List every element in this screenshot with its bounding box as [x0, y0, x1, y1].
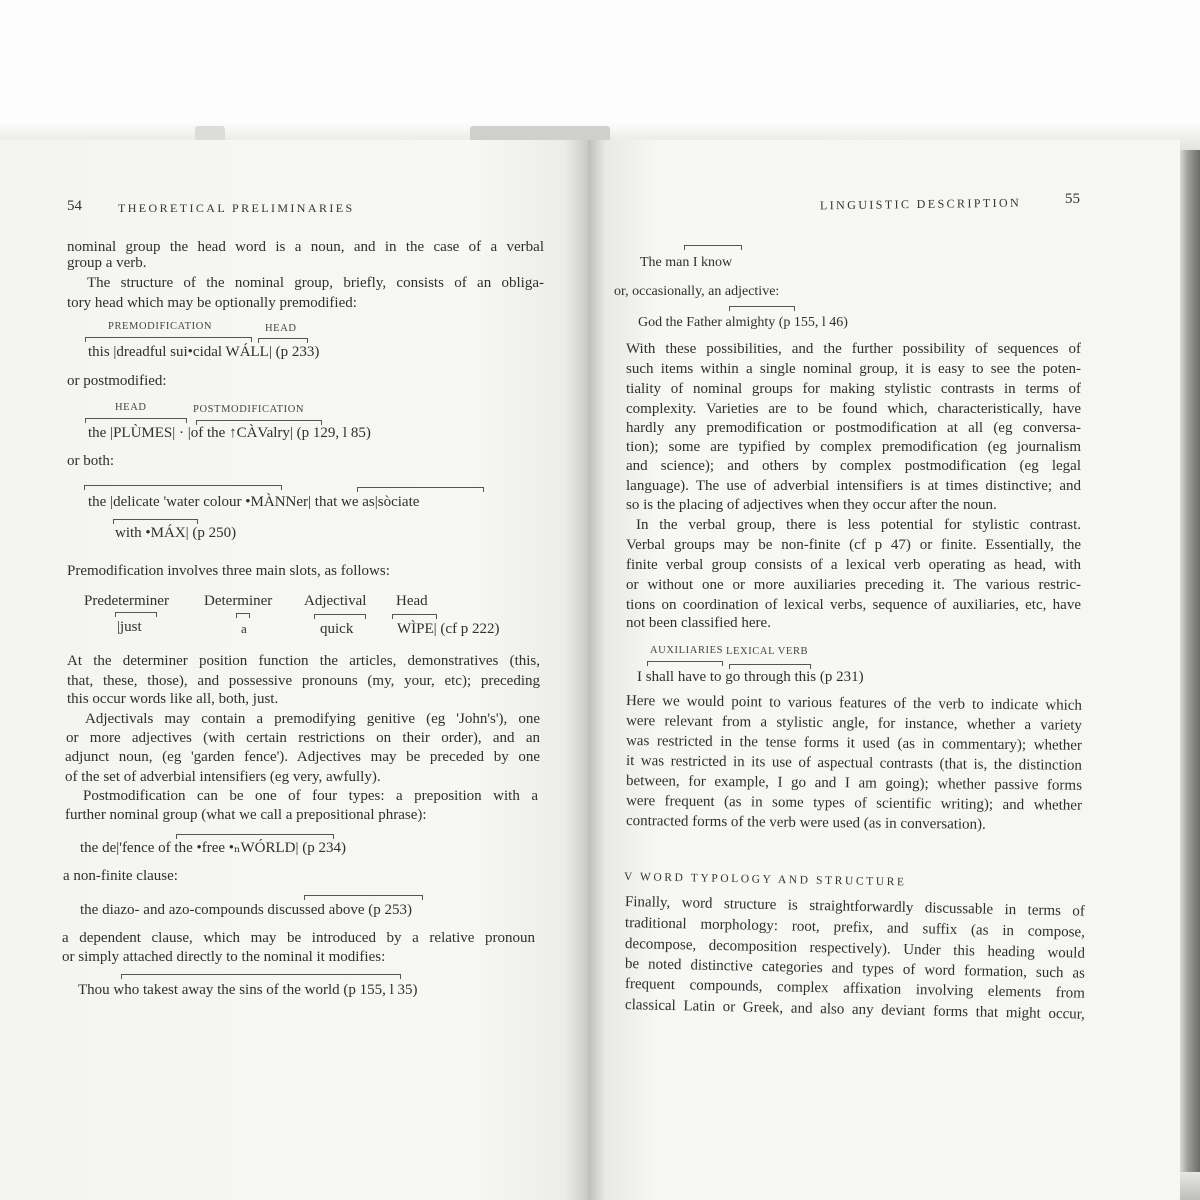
text-line: that, these, those), and possessive pronouns (my, your, etc); preceding — [67, 673, 540, 689]
text-line: a dependent clause, which may be introduced by a relative pronoun — [62, 930, 535, 946]
text-line: traditional morphology: root, prefix, and suffix (as in compose, — [624, 915, 1086, 941]
bracket — [647, 661, 723, 666]
text-line: adjunct noun, (eg 'garden fence'). Adjectives may be preceded by one — [65, 749, 540, 765]
text-line: further nominal group (what we call a prepositional phrase): — [65, 807, 427, 823]
text-line: or simply attached directly to the nominal it modifies: — [62, 949, 386, 965]
slot-value: a — [241, 621, 247, 636]
text-line: frequent compounds, complex affixation involving elements from — [624, 976, 1086, 1002]
bracket — [392, 614, 437, 619]
text-line: decompose, decomposition respectively). Under this heading would — [624, 936, 1086, 962]
text-line: Verbal groups may be non-finite (cf p 47) or finite. Essentially, the — [626, 537, 1081, 553]
text-line: tory head which may be optionally premodified: — [67, 295, 357, 311]
example-line: Thou who takest away the sins of the world (p 155, l 35) — [78, 982, 418, 998]
example-line: the de|'fence of the •free •ₙWÓRLD| (p 234) — [80, 840, 347, 856]
text-line: Finally, word structure is straightforwardly discussable in terms of — [624, 894, 1086, 920]
text-line: Postmodification can be one of four types: a preposition with a — [83, 788, 538, 804]
text-line: group a verb. — [67, 255, 147, 271]
text-line: not been classified here. — [626, 615, 771, 631]
bracket — [85, 337, 252, 342]
example-line: I shall have to go through this (p 231) — [637, 669, 864, 685]
example-line: God the Father almighty (p 155, l 46) — [638, 315, 848, 330]
structure-label: AUXILIARIES — [650, 645, 724, 656]
text-line: or more adjectives (with certain restrictions on their order), and an — [66, 730, 540, 746]
text-line: finite verbal group consists of a lexical verb operating as head, with — [626, 557, 1081, 573]
example-line: the |PLÙMES| · |of the ↑CÀValry| (p 129, l 85) — [88, 425, 371, 441]
text-line: Here we would point to various features of the verb to indicate which — [625, 693, 1083, 714]
text-line: between, for example, I go and I am going); whether passive forms — [625, 773, 1083, 794]
bracket — [314, 614, 366, 619]
structure-label: HEAD — [115, 402, 147, 413]
text-line: nominal group the head word is a noun, and in the case of a verbal — [67, 239, 544, 255]
page-number: 55 — [1065, 191, 1080, 207]
text-line: hardly any premodification or postmodification at all (eg conversa- — [626, 420, 1081, 436]
text-line: With these possibilities, and the further possibility of sequences of — [626, 341, 1081, 357]
bracket — [729, 306, 795, 311]
text-line: or postmodified: — [67, 373, 167, 389]
bracket — [304, 895, 423, 900]
text-line: The structure of the nominal group, briefly, consists of an obliga- — [87, 275, 544, 291]
slot-label: Determiner — [204, 593, 273, 609]
text-line: Premodification involves three main slots, as follows: — [67, 563, 390, 579]
slot-value: WÌPE| (cf p 222) — [397, 621, 500, 637]
bracket — [236, 613, 250, 618]
text-line: of the set of adverbial intensifiers (eg very, awfully). — [65, 769, 381, 785]
slot-value: quick — [320, 621, 354, 637]
text-line: so is the placing of adjectives when they occur after the noun. — [626, 497, 997, 513]
text-line: and science); and others by complex postmodification (eg legal — [626, 458, 1081, 474]
text-line: it was restricted in its use of aspectual contrasts (that is, the distinction — [625, 753, 1083, 774]
text-line: In the verbal group, there is less potential for stylistic contrast. — [636, 517, 1081, 533]
slot-label: Head — [396, 593, 428, 609]
text-line: classical Latin or Greek, and also any deviant forms that might occur, — [624, 997, 1086, 1023]
text-line: were frequent (as in some types of scientific writing); and whether — [625, 793, 1083, 814]
text-line: or both: — [67, 453, 115, 469]
text-line: or, occasionally, an adjective: — [614, 284, 780, 299]
bracket — [84, 485, 282, 490]
text-line: tions on coordination of lexical verbs, sequence of auxiliaries, etc, have — [626, 597, 1081, 613]
running-head: THEORETICAL PRELIMINARIES — [118, 201, 355, 215]
running-head: LINGUISTIC DESCRIPTION — [819, 195, 1022, 213]
text-line: were relevant from a stylistic angle, for instance, whether a variety — [625, 713, 1083, 734]
slot-label: Predeterminer — [84, 593, 169, 609]
text-line: contracted forms of the verb were used (as in conversation). — [625, 813, 986, 833]
text-line: or without one or more auxiliaries preceding it. The various restric- — [626, 577, 1081, 593]
bracket — [357, 487, 484, 492]
example-line: The man I know — [640, 255, 733, 270]
text-line: such items within a single nominal group, it is easy to see the poten- — [626, 361, 1081, 377]
example-line: with •MÁX| (p 250) — [115, 525, 237, 541]
text-line: a non-finite clause: — [63, 868, 178, 884]
structure-label: HEAD — [265, 323, 297, 334]
text-line: was restricted in the tense forms it used (as in commentary); whether — [625, 733, 1083, 754]
text-line: Adjectivals may contain a premodifying genitive (eg 'John's'), one — [85, 711, 540, 727]
bracket — [121, 974, 401, 979]
structure-label: POSTMODIFICATION — [193, 404, 305, 415]
structure-label: PREMODIFICATION — [108, 321, 213, 332]
text-line: At the determiner position function the articles, demonstratives (this, — [67, 653, 540, 669]
page-number: 54 — [67, 198, 82, 214]
structure-label: LEXICAL VERB — [726, 646, 809, 657]
example-line: this |dreadful sui•cidal WÁLL| (p 233) — [88, 344, 320, 360]
text-line: complexity. Varieties are to be found which, characteristically, have — [626, 401, 1081, 417]
text-line: this occur words like all, both, just. — [67, 691, 279, 707]
example-line: the |delicate 'water colour •MÀNNer| that we as|sòciate — [88, 494, 420, 510]
section-heading: V WORD TYPOLOGY AND STRUCTURE — [623, 871, 907, 889]
text-line: be noted distinctive categories and types of word formation, such as — [624, 956, 1086, 982]
text-line: tion); some are typified by complex premodification (eg journalism — [626, 439, 1081, 455]
example-line: the diazo- and azo-compounds discussed above (p 253) — [80, 902, 412, 918]
bracket — [684, 245, 742, 250]
slot-label: Adjectival — [304, 593, 367, 609]
bracket — [115, 612, 157, 617]
text-line: tiality of nominal groups for making stylistic contrasts in terms of — [626, 381, 1081, 397]
slot-value: |just — [117, 619, 142, 635]
book-spine — [1180, 150, 1200, 1200]
bracket — [85, 418, 187, 423]
text-line: language). The use of adverbial intensifiers is at times distinctive; and — [626, 478, 1081, 494]
